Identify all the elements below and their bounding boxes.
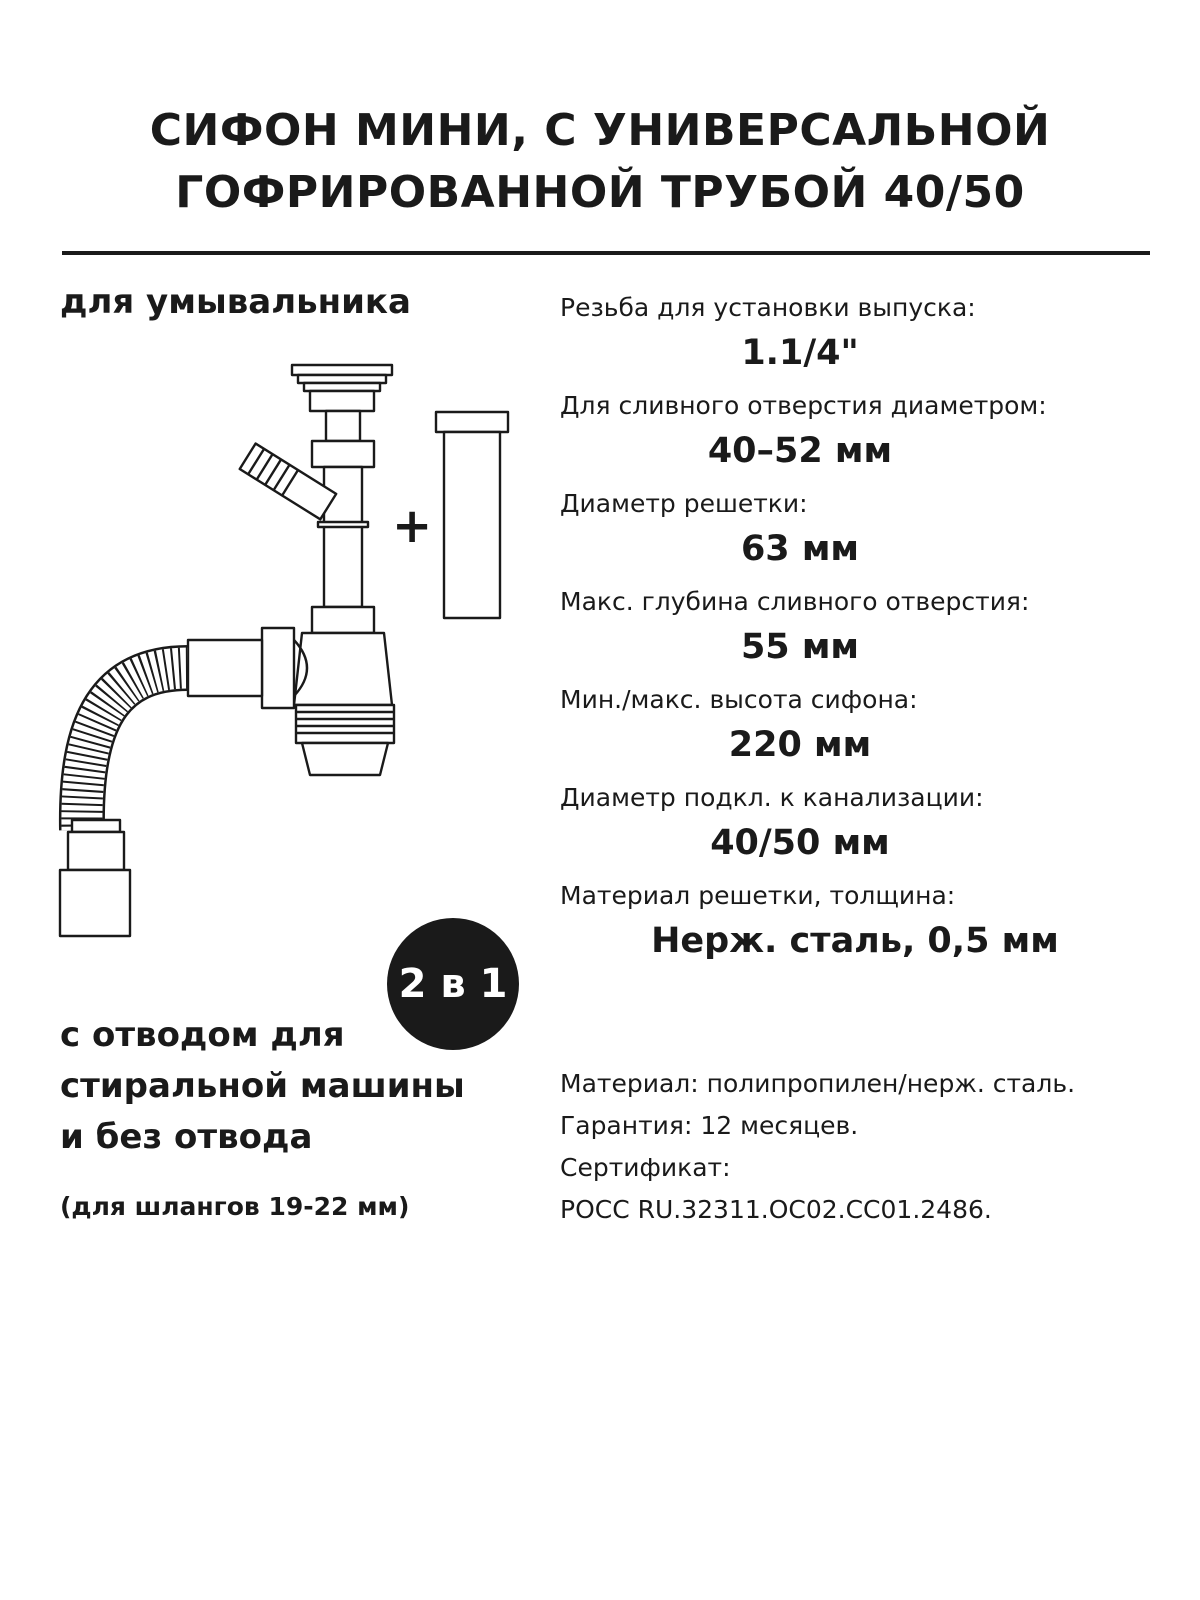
grate-ring [298,375,386,383]
spec-list [560,290,1170,976]
spec-label-thread: Резьба для установки выпуска: [560,293,976,322]
hose-end-ring [72,820,120,832]
spec-label-grate-material: Материал решетки, толщина: [560,881,956,910]
spec-label-drain-diameter: Для сливного отверстия диаметром: [560,391,1047,420]
extension-pipe-cap [436,412,508,432]
hose-end-cuff [60,870,130,936]
usage-heading: для умывальника [60,282,411,322]
outlet-tube [326,411,360,441]
side-nut [262,628,294,708]
certificate-number: РОСС RU.32311.ОС02.СС01.2486. [560,1195,992,1224]
certificate-label: Сертификат: [560,1153,731,1182]
hose-end-neck [68,832,124,870]
variant-description [60,1010,465,1163]
material-text: Материал: полипропилен/нерж. сталь. [560,1069,1076,1098]
siphon-illustration [40,360,560,960]
plus-sign: + [392,498,433,554]
product-info [560,1063,1190,1231]
bottle-lower [296,705,394,743]
spec-value-sewer-diameter: 40/50 мм [710,823,890,863]
page-title [0,100,1200,224]
spec-label-siphon-height: Мин./макс. высота сифона: [560,685,918,714]
title-line-1: СИФОН МИНИ, С УНИВЕРСАЛЬНОЙ [149,105,1051,156]
warranty-text: Гарантия: 12 месяцев. [560,1111,859,1140]
side-elbow [188,640,262,696]
lower-nut [312,607,374,633]
spec-value-siphon-height: 220 мм [728,725,872,765]
title-line-2: ГОФРИРОВАННОЙ ТРУБОЙ 40/50 [175,167,1025,218]
spec-value-thread: 1.1/4" [741,333,859,373]
upper-nut [312,441,374,467]
spec-label-max-depth: Макс. глубина сливного отверстия: [560,587,1030,616]
variant-line-1: с отводом для [60,1015,345,1055]
title-divider [62,251,1150,255]
spec-label-sewer-diameter: Диаметр подкл. к канализации: [560,783,984,812]
two-in-one-badge: 2 в 1 [387,918,519,1050]
grate-top [292,365,392,375]
variant-line-3: и без отвода [60,1117,313,1157]
spec-value-grate-material: Нерж. сталь, 0,5 мм [651,921,1059,961]
spec-value-max-depth: 55 мм [740,627,860,667]
pipe-ring [318,522,368,527]
hose-note: (для шлангов 19-22 мм) [60,1192,410,1221]
grate-base [304,383,380,391]
vertical-pipe [324,467,362,607]
spec-value-grate-diameter: 63 мм [740,529,860,569]
spec-label-grate-diameter: Диаметр решетки: [560,489,808,518]
bottle-body [294,633,392,705]
bottle-cap [302,743,388,775]
spec-value-drain-diameter: 40–52 мм [707,431,893,471]
outlet-nut [310,391,374,411]
extension-pipe [444,432,500,618]
variant-line-2: стиральной машины [60,1066,465,1106]
